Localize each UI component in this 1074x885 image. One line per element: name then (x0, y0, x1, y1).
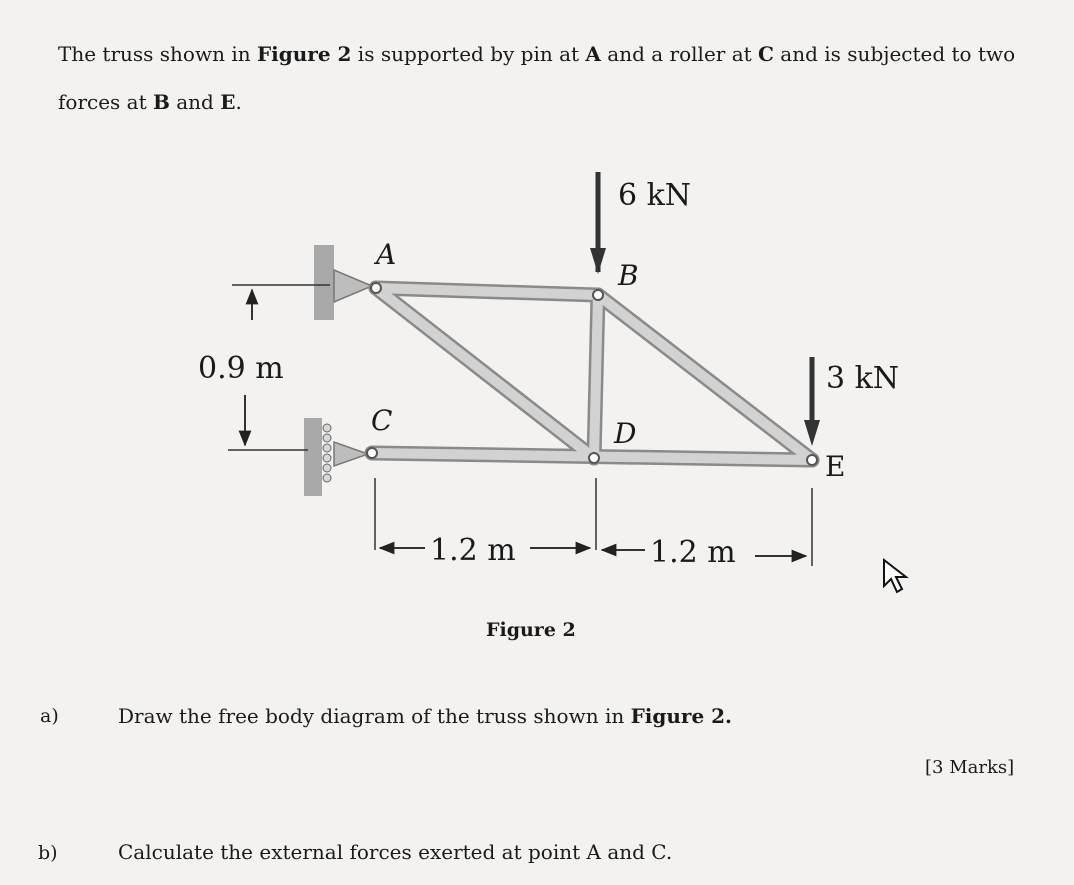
joint-a (371, 283, 381, 293)
intro-text-5: and (169, 90, 221, 114)
joint-c (367, 448, 377, 458)
load-arrowhead-e (804, 420, 820, 446)
question-a-text (118, 704, 732, 728)
force-point-b: B (152, 90, 170, 114)
mouse-pointer-icon (880, 556, 914, 596)
label-d: D (614, 417, 637, 450)
roller-point: C (758, 42, 774, 66)
intro-text-4: and is subjected to two forces at (58, 42, 1016, 114)
label-c: C (371, 404, 393, 437)
question-a-figure-ref: Figure 2. (630, 704, 733, 728)
roller-support (334, 442, 368, 466)
dim-height-label: 0.9 m (198, 351, 284, 386)
joint-d (589, 453, 599, 463)
intro-text-3: and a roller at (600, 42, 759, 66)
label-e: E (825, 450, 846, 483)
intro-text-1: The truss shown in (58, 42, 257, 66)
load-arrowhead-b (590, 248, 606, 274)
load-label-e: 3 kN (826, 361, 900, 396)
roller-wheels (323, 424, 331, 482)
label-b: B (618, 259, 639, 292)
intro-text-2: is supported by pin at (351, 42, 586, 66)
joint-e (807, 455, 817, 465)
intro-text-6: . (235, 90, 242, 114)
figure-ref: Figure 2 (256, 42, 352, 66)
question-a-marks: [3 Marks] (925, 757, 1015, 778)
question-b-label: b) (38, 842, 58, 864)
roller-wall (304, 418, 322, 496)
pin-wall (314, 245, 334, 320)
dim-span-de: 1.2 m (650, 535, 736, 570)
pin-support (334, 270, 372, 302)
dim-span-cd: 1.2 m (430, 533, 516, 568)
question-a-body: Draw the free body diagram of the truss shown in (118, 704, 631, 728)
question-a-label: a) (40, 705, 59, 727)
force-point-e: E (220, 90, 236, 114)
joint-b (593, 290, 603, 300)
pin-point: A (585, 42, 601, 66)
label-a: A (376, 238, 397, 271)
question-b-text: Calculate the external forces exerted at point A and C. (118, 840, 673, 864)
load-label-b: 6 kN (618, 178, 692, 213)
figure-caption: Figure 2 (486, 619, 576, 641)
